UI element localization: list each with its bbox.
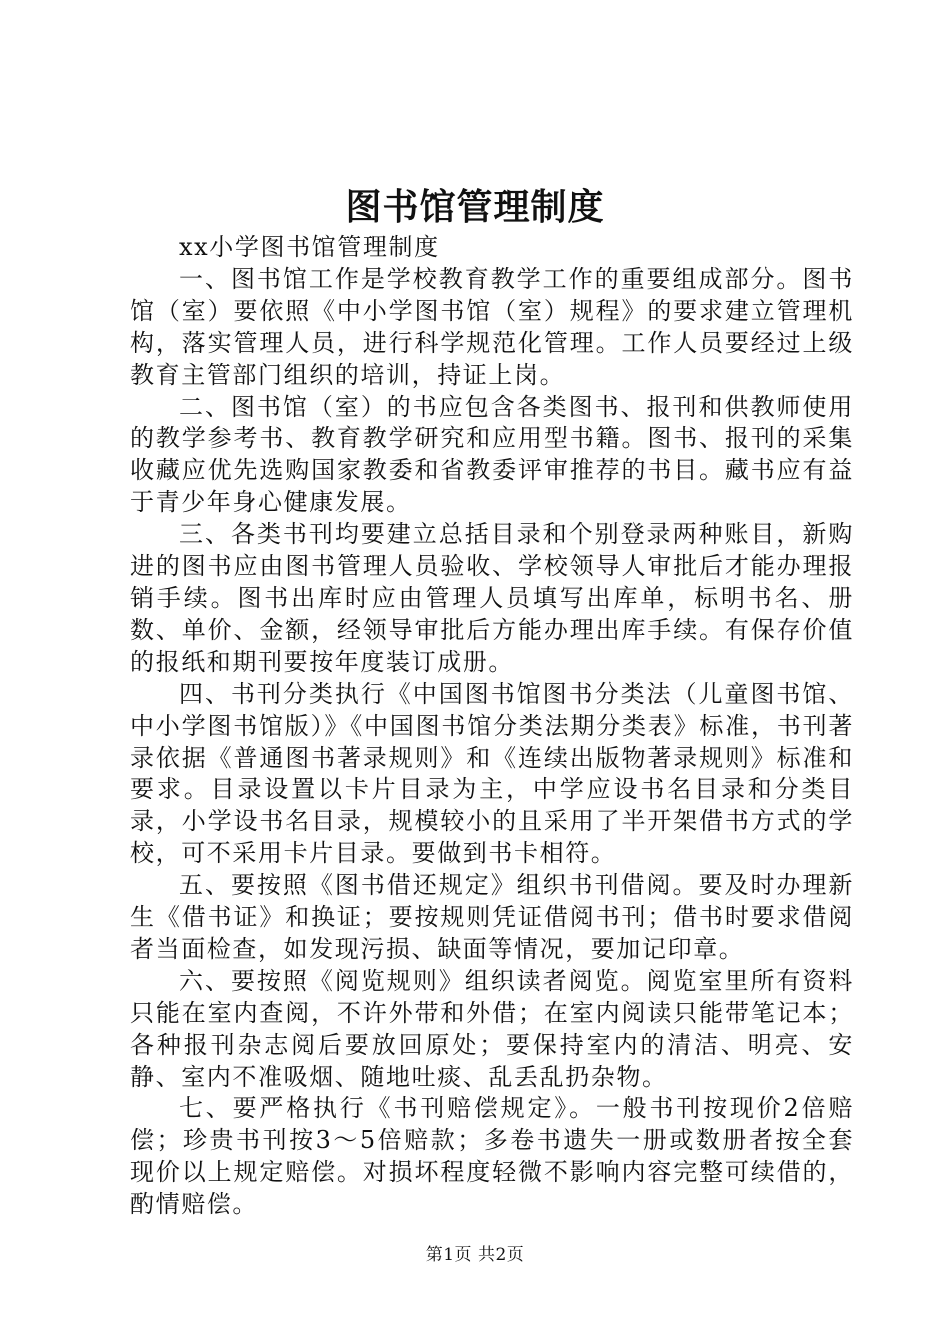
paragraph-5: 五、要按照《图书借还规定》组织书刊借阅。要及时办理新生《借书证》和换证；要按规则凭证借阅书刊；借书时要求借阅者当面检查，如发现污损、缺面等情况，要加记印章。 xyxy=(130,871,854,963)
document-subtitle: xx小学图书馆管理制度 xyxy=(179,233,440,261)
page-footer: 第1页 共2页 xyxy=(425,1245,525,1265)
paragraph-3: 三、各类书刊均要建立总括目录和个别登录两种账目，新购进的图书应由图书管理人员验收、学校领导人审批后才能办理报销手续。图书出库时应由管理人员填写出库单，标明书名、册数、单价、金额，经领导审批后方能办理出库手续。有保存价值的报纸和期刊要按年度装订成册。 xyxy=(130,520,854,676)
paragraph-4: 四、书刊分类执行《中国图书馆图书分类法（儿童图书馆、中小学图书馆版）》《中国图书馆分类法期分类表》标准，书刊著录依据《普通图书著录规则》和《连续出版物著录规则》标准和要求。目录设置以卡片目录为主，中学应设书名目录和分类目录，小学设书名目录，规模较小的且采用了半开架借书方式的学校，可不采用卡片目录。要做到书卡相符。 xyxy=(130,679,854,868)
paragraph-7: 七、要严格执行《书刊赔偿规定》。一般书刊按现价2倍赔偿；珍贵书刊按3～5倍赔款；多卷书遗失一册或数册者按全套现价以上规定赔偿。对损坏程度轻微不影响内容完整可续借的，酌情赔偿。 xyxy=(130,1094,854,1219)
page-title: 图书馆管理制度 xyxy=(345,186,605,228)
paragraph-6: 六、要按照《阅览规则》组织读者阅览。阅览室里所有资料只能在室内查阅，不许外带和外借；在室内阅读只能带笔记本；各种报刊杂志阅后要放回原处；要保持室内的清洁、明亮、安静、室内不准吸烟、随地吐痰、乱丢乱扔杂物。 xyxy=(130,966,854,1091)
document-body xyxy=(130,232,854,1221)
paragraph-1: 一、图书馆工作是学校教育教学工作的重要组成部分。图书馆（室）要依照《中小学图书馆（室）规程》的要求建立管理机构，落实管理人员，进行科学规范化管理。工作人员要经过上级教育主管部门组织的培训，持证上岗。 xyxy=(130,264,854,389)
paragraph-2: 二、图书馆（室）的书应包含各类图书、报刊和供教师使用的教学参考书、教育教学研究和应用型书籍。图书、报刊的采集收藏应优先选购国家教委和省教委评审推荐的书目。藏书应有益于青少年身心健康发展。 xyxy=(130,392,854,517)
